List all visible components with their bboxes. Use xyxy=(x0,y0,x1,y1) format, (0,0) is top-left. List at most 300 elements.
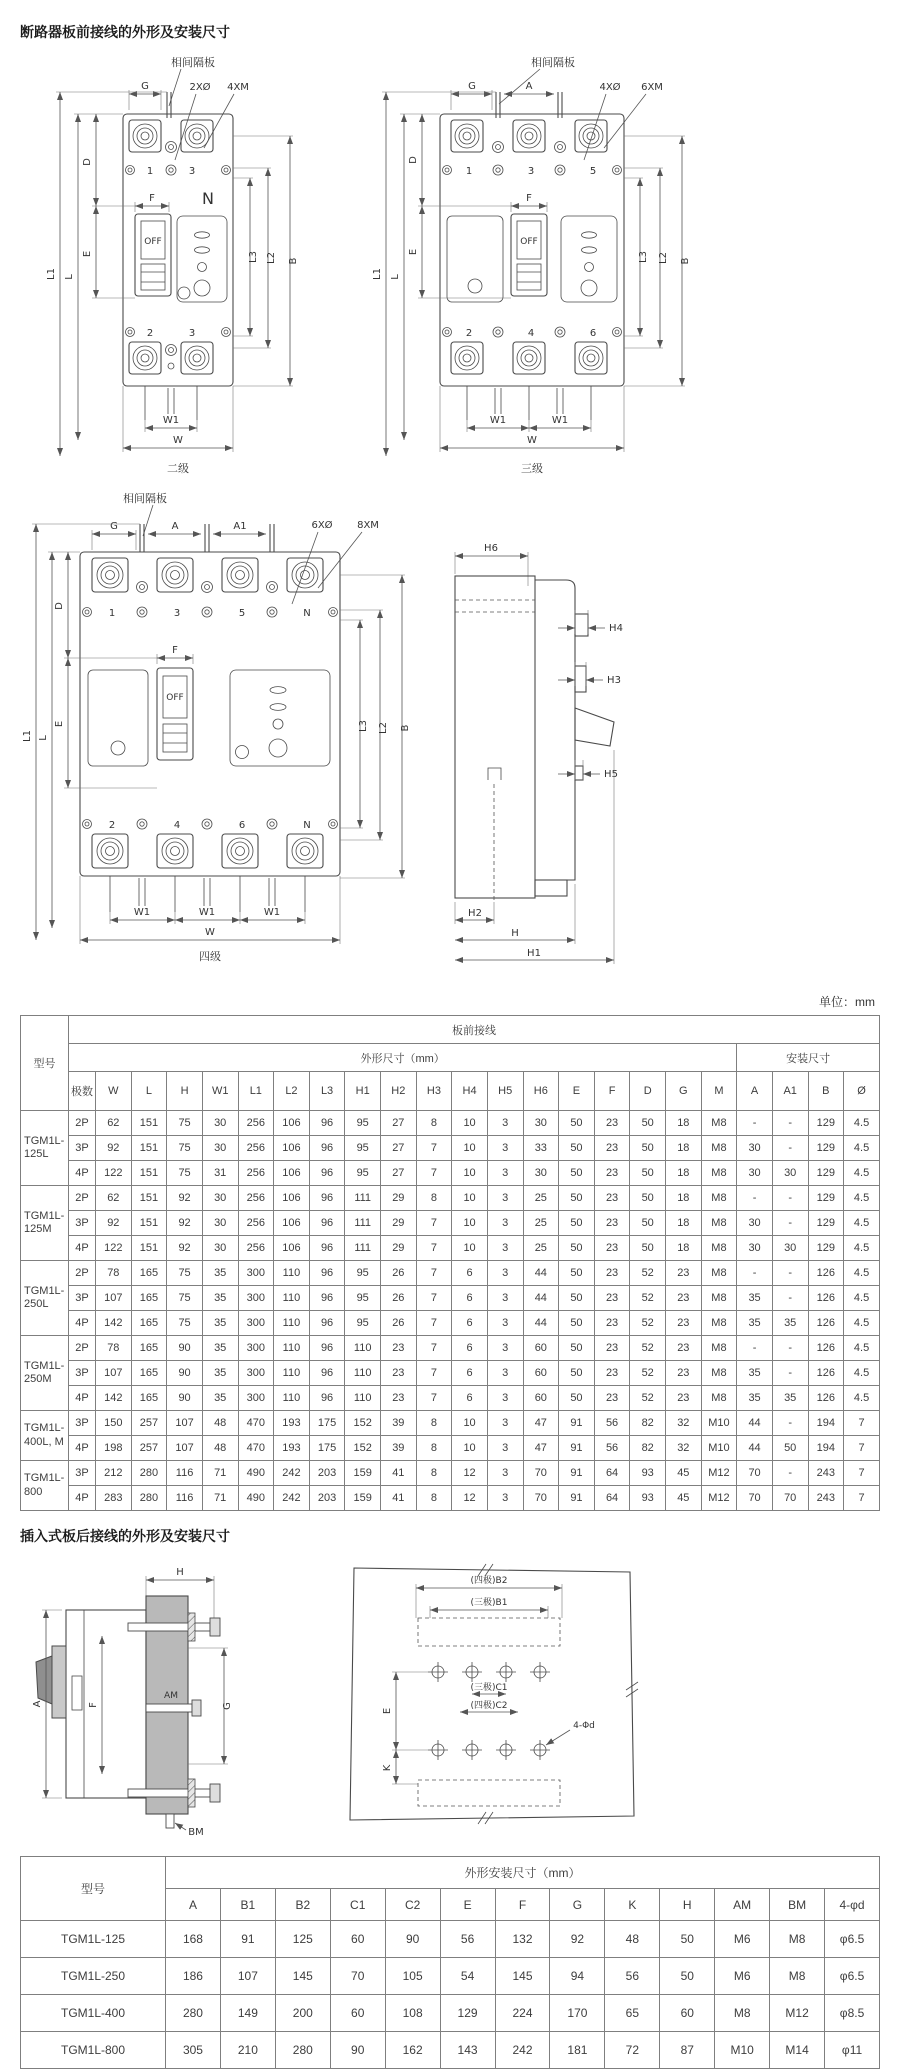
column-header: E xyxy=(440,1889,495,1921)
dim-label-b2: (四极)B2 xyxy=(470,1576,508,1586)
value-cell: 129 xyxy=(808,1111,844,1136)
value-cell: 193 xyxy=(274,1436,310,1461)
value-cell: 30 xyxy=(737,1136,773,1161)
value-cell: 64 xyxy=(594,1461,630,1486)
pole-count-cell: 3P xyxy=(69,1211,96,1236)
table-row xyxy=(21,1336,880,1361)
value-cell: 110 xyxy=(274,1286,310,1311)
value-cell: 198 xyxy=(96,1436,132,1461)
value-cell: 8 xyxy=(416,1461,452,1486)
value-cell: 106 xyxy=(274,1236,310,1261)
value-cell: 7 xyxy=(844,1486,880,1511)
terminal-label: 1 xyxy=(146,166,154,177)
value-cell: 149 xyxy=(220,1995,275,2032)
dim-label-b1: (三极)B1 xyxy=(470,1598,508,1608)
value-cell: 52 xyxy=(630,1361,666,1386)
value-cell: 126 xyxy=(808,1311,844,1336)
table-row xyxy=(21,1361,880,1386)
value-cell: 92 xyxy=(167,1211,203,1236)
value-cell: 107 xyxy=(96,1286,132,1311)
value-cell: 23 xyxy=(594,1286,630,1311)
value-cell: 4.5 xyxy=(844,1286,880,1311)
dim-label-h2: H2 xyxy=(468,908,482,919)
value-cell: 23 xyxy=(594,1111,630,1136)
value-cell: 70 xyxy=(737,1461,773,1486)
value-cell: 23 xyxy=(594,1211,630,1236)
value-cell: 110 xyxy=(345,1336,381,1361)
value-cell: 75 xyxy=(167,1111,203,1136)
value-cell: 50 xyxy=(630,1136,666,1161)
value-cell: 165 xyxy=(131,1361,167,1386)
value-cell: 110 xyxy=(274,1311,310,1336)
model-cell: TGM1L-400 xyxy=(21,1995,166,2032)
mounting-holes-row2 xyxy=(428,1740,550,1760)
dim-label-h: H xyxy=(176,1567,184,1578)
partition-label: 相间隔板 xyxy=(171,56,215,69)
column-header: B1 xyxy=(220,1889,275,1921)
pole-count-cell: 4P xyxy=(69,1236,96,1261)
value-cell: 30 xyxy=(202,1186,238,1211)
value-cell: - xyxy=(737,1261,773,1286)
value-cell: 175 xyxy=(309,1411,345,1436)
value-cell: 23 xyxy=(594,1236,630,1261)
value-cell: M8 xyxy=(701,1261,737,1286)
dim-label-l2: L2 xyxy=(658,252,669,264)
value-cell: 111 xyxy=(345,1186,381,1211)
value-cell: 4.5 xyxy=(844,1111,880,1136)
value-cell: 107 xyxy=(96,1361,132,1386)
pole-count-cell: 2P xyxy=(69,1336,96,1361)
value-cell: 256 xyxy=(238,1161,274,1186)
value-cell: 92 xyxy=(96,1211,132,1236)
value-cell: 3 xyxy=(487,1261,523,1286)
value-cell: 91 xyxy=(559,1486,595,1511)
table-row xyxy=(21,1186,880,1211)
section2-title: 插入式板后接线的外形及安装尺寸 xyxy=(20,1528,230,1544)
value-cell: 108 xyxy=(385,1995,440,2032)
value-cell: 280 xyxy=(166,1995,221,2032)
value-cell: 23 xyxy=(594,1261,630,1286)
value-cell: 470 xyxy=(238,1436,274,1461)
value-cell: 3 xyxy=(487,1386,523,1411)
value-cell: 3 xyxy=(487,1236,523,1261)
value-cell: 3 xyxy=(487,1136,523,1161)
value-cell: 10 xyxy=(452,1436,488,1461)
value-cell: 305 xyxy=(166,2032,221,2069)
pole-count-cell: 4P xyxy=(69,1386,96,1411)
table-row xyxy=(21,1995,880,2032)
value-cell: 300 xyxy=(238,1261,274,1286)
value-cell: 175 xyxy=(309,1436,345,1461)
dim-label-h6: H6 xyxy=(484,543,498,554)
value-cell: 50 xyxy=(660,1921,715,1958)
value-cell: 10 xyxy=(452,1186,488,1211)
dim-label-a: A xyxy=(525,81,533,92)
value-cell: 256 xyxy=(238,1236,274,1261)
value-cell: M8 xyxy=(701,1111,737,1136)
value-cell: 10 xyxy=(452,1111,488,1136)
column-header: H xyxy=(660,1889,715,1921)
value-cell: 145 xyxy=(495,1958,550,1995)
value-cell: 95 xyxy=(345,1136,381,1161)
column-header: H5 xyxy=(487,1072,523,1111)
value-cell: 23 xyxy=(594,1386,630,1411)
pole-count-cell: 4P xyxy=(69,1311,96,1336)
value-cell: 242 xyxy=(274,1486,310,1511)
value-cell: 256 xyxy=(238,1211,274,1236)
dim-label-w: W xyxy=(205,927,215,938)
value-cell: 18 xyxy=(666,1211,702,1236)
column-header: M xyxy=(701,1072,737,1111)
group-header: 板前接线 xyxy=(69,1016,880,1044)
value-cell: 10 xyxy=(452,1411,488,1436)
value-cell: 48 xyxy=(202,1411,238,1436)
hole-callout: 2XØ xyxy=(189,82,211,93)
value-cell: 75 xyxy=(167,1311,203,1336)
column-header: A xyxy=(737,1072,773,1111)
model-cell: TGM1L-125M xyxy=(21,1186,69,1261)
value-cell: 126 xyxy=(808,1286,844,1311)
value-cell: M12 xyxy=(770,1995,825,2032)
dim-label-c2: (四极)C2 xyxy=(470,1701,508,1711)
value-cell: 300 xyxy=(238,1336,274,1361)
dim-label-w: W xyxy=(527,435,537,446)
value-cell: 35 xyxy=(202,1386,238,1411)
value-cell: M12 xyxy=(701,1461,737,1486)
dim-label-c1: (三极)C1 xyxy=(470,1683,508,1693)
column-header: E xyxy=(559,1072,595,1111)
value-cell: 129 xyxy=(808,1161,844,1186)
value-cell: 212 xyxy=(96,1461,132,1486)
value-cell: 27 xyxy=(381,1161,417,1186)
dim-label-w1: W1 xyxy=(162,415,180,426)
model-cell: TGM1L-400L, M xyxy=(21,1411,69,1461)
drawing-2pole-front-view xyxy=(38,52,328,482)
value-cell: 87 xyxy=(660,2032,715,2069)
drawing-panel-cutout-view xyxy=(320,1554,660,1839)
value-cell: 257 xyxy=(131,1436,167,1461)
dim-label-e: E xyxy=(382,1707,393,1715)
dim-label-a1: A1 xyxy=(233,521,247,532)
value-cell: 3 xyxy=(487,1186,523,1211)
value-cell: 90 xyxy=(167,1361,203,1386)
value-cell: 186 xyxy=(166,1958,221,1995)
value-cell: 70 xyxy=(330,1958,385,1995)
value-cell: 151 xyxy=(131,1211,167,1236)
dim-label-a: A xyxy=(171,521,179,532)
value-cell: 96 xyxy=(309,1311,345,1336)
value-cell: 35 xyxy=(202,1311,238,1336)
value-cell: 96 xyxy=(309,1111,345,1136)
value-cell: 96 xyxy=(309,1236,345,1261)
value-cell: M8 xyxy=(715,1995,770,2032)
value-cell: - xyxy=(737,1336,773,1361)
value-cell: - xyxy=(737,1186,773,1211)
value-cell: 193 xyxy=(274,1411,310,1436)
value-cell: 52 xyxy=(630,1311,666,1336)
screw-callout: 8XM xyxy=(357,520,379,531)
drawing-side-view xyxy=(400,528,670,968)
value-cell: 26 xyxy=(381,1261,417,1286)
table-row xyxy=(21,1236,880,1261)
value-cell: 52 xyxy=(630,1336,666,1361)
column-header: D xyxy=(630,1072,666,1111)
value-cell: 72 xyxy=(605,2032,660,2069)
value-cell: 95 xyxy=(345,1161,381,1186)
value-cell: 132 xyxy=(495,1921,550,1958)
dim-label-h5: H5 xyxy=(604,769,618,780)
value-cell: - xyxy=(772,1261,808,1286)
value-cell: 30 xyxy=(737,1161,773,1186)
value-cell: 4.5 xyxy=(844,1336,880,1361)
value-cell: 33 xyxy=(523,1136,559,1161)
value-cell: 90 xyxy=(167,1336,203,1361)
value-cell: 30 xyxy=(772,1161,808,1186)
value-cell: 126 xyxy=(808,1336,844,1361)
value-cell: 3 xyxy=(487,1336,523,1361)
value-cell: M6 xyxy=(715,1921,770,1958)
value-cell: 4.5 xyxy=(844,1236,880,1261)
column-header: A1 xyxy=(772,1072,808,1111)
value-cell: 91 xyxy=(559,1411,595,1436)
model-cell: TGM1L-125 xyxy=(21,1921,166,1958)
value-cell: 165 xyxy=(131,1311,167,1336)
drawing-3pole-front-view xyxy=(368,52,718,482)
value-cell: 56 xyxy=(605,1958,660,1995)
value-cell: 7 xyxy=(416,1236,452,1261)
value-cell: 35 xyxy=(202,1286,238,1311)
value-cell: 48 xyxy=(605,1921,660,1958)
terminal-label: 4 xyxy=(527,328,535,339)
value-cell: 6 xyxy=(452,1386,488,1411)
dim-label-a: A xyxy=(32,1700,43,1708)
value-cell: 4.5 xyxy=(844,1186,880,1211)
value-cell: 4.5 xyxy=(844,1161,880,1186)
value-cell: 3 xyxy=(487,1161,523,1186)
value-cell: 60 xyxy=(330,1995,385,2032)
pole-count-cell: 2P xyxy=(69,1261,96,1286)
value-cell: 35 xyxy=(737,1386,773,1411)
column-header: AM xyxy=(715,1889,770,1921)
value-cell: 125 xyxy=(275,1921,330,1958)
value-cell: 490 xyxy=(238,1486,274,1511)
model-cell: TGM1L-800 xyxy=(21,1461,69,1511)
value-cell: 111 xyxy=(345,1236,381,1261)
value-cell: 90 xyxy=(330,2032,385,2069)
value-cell: 116 xyxy=(167,1461,203,1486)
value-cell: 52 xyxy=(630,1386,666,1411)
value-cell: 75 xyxy=(167,1136,203,1161)
dim-label-k: K xyxy=(382,1764,393,1772)
value-cell: 62 xyxy=(96,1186,132,1211)
value-cell: 50 xyxy=(630,1236,666,1261)
value-cell: 82 xyxy=(630,1436,666,1461)
value-cell: 3 xyxy=(487,1461,523,1486)
value-cell: - xyxy=(772,1461,808,1486)
dim-label-l1: L1 xyxy=(372,268,383,280)
value-cell: 95 xyxy=(345,1311,381,1336)
value-cell: 44 xyxy=(523,1311,559,1336)
value-cell: 7 xyxy=(844,1436,880,1461)
value-cell: 10 xyxy=(452,1136,488,1161)
value-cell: M8 xyxy=(701,1386,737,1411)
model-cell: TGM1L-250 xyxy=(21,1958,166,1995)
value-cell: 168 xyxy=(166,1921,221,1958)
terminal-label: N xyxy=(303,820,311,831)
value-cell: M8 xyxy=(701,1336,737,1361)
value-cell: M8 xyxy=(770,1958,825,1995)
value-cell: φ8.5 xyxy=(825,1995,880,2032)
value-cell: 200 xyxy=(275,1995,330,2032)
value-cell: 210 xyxy=(220,2032,275,2069)
value-cell: 7 xyxy=(416,1286,452,1311)
off-label: OFF xyxy=(166,693,184,703)
value-cell: 110 xyxy=(274,1336,310,1361)
column-header: L2 xyxy=(274,1072,310,1111)
value-cell: 48 xyxy=(202,1436,238,1461)
dim-label-d: D xyxy=(82,158,93,166)
value-cell: 50 xyxy=(559,1236,595,1261)
pole-count-label: 二级 xyxy=(167,462,189,475)
value-cell: 242 xyxy=(274,1461,310,1486)
value-cell: 96 xyxy=(309,1161,345,1186)
value-cell: 23 xyxy=(666,1386,702,1411)
value-cell: 64 xyxy=(594,1486,630,1511)
column-header: 极数 xyxy=(69,1072,96,1111)
terminal-label: N xyxy=(303,608,311,619)
value-cell: 107 xyxy=(167,1436,203,1461)
dim-label-l3: L3 xyxy=(638,251,649,263)
column-header: A xyxy=(166,1889,221,1921)
value-cell: M12 xyxy=(701,1486,737,1511)
value-cell: 3 xyxy=(487,1411,523,1436)
value-cell: 126 xyxy=(808,1261,844,1286)
value-cell: 300 xyxy=(238,1311,274,1336)
value-cell: 6 xyxy=(452,1286,488,1311)
value-cell: 23 xyxy=(381,1361,417,1386)
column-header: H4 xyxy=(452,1072,488,1111)
value-cell: 257 xyxy=(131,1411,167,1436)
value-cell: 181 xyxy=(550,2032,605,2069)
value-cell: 106 xyxy=(274,1211,310,1236)
value-cell: 18 xyxy=(666,1136,702,1161)
plugin-mounting-dimension-table xyxy=(20,1856,880,2069)
model-cell: TGM1L-250M xyxy=(21,1336,69,1411)
dim-label-h: H xyxy=(511,928,519,939)
value-cell: 71 xyxy=(202,1461,238,1486)
value-cell: 23 xyxy=(594,1361,630,1386)
value-cell: 50 xyxy=(559,1386,595,1411)
value-cell: 7 xyxy=(416,1136,452,1161)
value-cell: 26 xyxy=(381,1311,417,1336)
value-cell: 151 xyxy=(131,1161,167,1186)
column-header: G xyxy=(666,1072,702,1111)
value-cell: 23 xyxy=(594,1311,630,1336)
value-cell: 78 xyxy=(96,1261,132,1286)
value-cell: 280 xyxy=(131,1486,167,1511)
value-cell: 29 xyxy=(381,1211,417,1236)
value-cell: 93 xyxy=(630,1486,666,1511)
value-cell: 30 xyxy=(202,1111,238,1136)
terminal-label: 4 xyxy=(173,820,181,831)
value-cell: 62 xyxy=(96,1111,132,1136)
value-cell: 143 xyxy=(440,2032,495,2069)
dim-label-l: L xyxy=(390,274,401,280)
value-cell: 129 xyxy=(808,1211,844,1236)
value-cell: 50 xyxy=(772,1436,808,1461)
value-cell: 7 xyxy=(416,1211,452,1236)
value-cell: M8 xyxy=(701,1361,737,1386)
value-cell: 129 xyxy=(440,1995,495,2032)
value-cell: 50 xyxy=(630,1211,666,1236)
value-cell: 75 xyxy=(167,1261,203,1286)
value-cell: 280 xyxy=(275,2032,330,2069)
table-row xyxy=(21,1921,880,1958)
value-cell: 243 xyxy=(808,1486,844,1511)
model-cell: TGM1L-250L xyxy=(21,1261,69,1336)
value-cell: 23 xyxy=(381,1386,417,1411)
value-cell: 106 xyxy=(274,1111,310,1136)
value-cell: - xyxy=(772,1111,808,1136)
value-cell: 25 xyxy=(523,1211,559,1236)
value-cell: 65 xyxy=(605,1995,660,2032)
value-cell: 50 xyxy=(660,1958,715,1995)
value-cell: 243 xyxy=(808,1461,844,1486)
value-cell: 300 xyxy=(238,1286,274,1311)
value-cell: 50 xyxy=(559,1286,595,1311)
value-cell: 159 xyxy=(345,1461,381,1486)
value-cell: 30 xyxy=(523,1111,559,1136)
model-column-header: 型号 xyxy=(21,1857,166,1921)
pole-count-cell: 4P xyxy=(69,1161,96,1186)
value-cell: 150 xyxy=(96,1411,132,1436)
value-cell: 4.5 xyxy=(844,1311,880,1336)
value-cell: 7 xyxy=(844,1461,880,1486)
value-cell: 18 xyxy=(666,1111,702,1136)
dim-label-b: B xyxy=(680,257,691,265)
value-cell: 91 xyxy=(559,1461,595,1486)
value-cell: 4.5 xyxy=(844,1211,880,1236)
value-cell: 170 xyxy=(550,1995,605,2032)
pole-count-cell: 3P xyxy=(69,1286,96,1311)
value-cell: 96 xyxy=(309,1286,345,1311)
group-header: 外形安装尺寸（mm） xyxy=(166,1857,880,1889)
value-cell: 18 xyxy=(666,1236,702,1261)
hole-callout: 6XØ xyxy=(311,520,333,531)
value-cell: 6 xyxy=(452,1361,488,1386)
column-letters-row xyxy=(21,1072,880,1111)
value-cell: 52 xyxy=(630,1286,666,1311)
value-cell: 122 xyxy=(96,1236,132,1261)
value-cell: M8 xyxy=(770,1921,825,1958)
column-header: L3 xyxy=(309,1072,345,1111)
value-cell: 30 xyxy=(202,1236,238,1261)
value-cell: 25 xyxy=(523,1236,559,1261)
terminal-label: 2 xyxy=(108,820,116,831)
screw-callout: 4XM xyxy=(227,82,249,93)
terminal-label: 2 xyxy=(146,328,154,339)
value-cell: - xyxy=(772,1361,808,1386)
dim-label-f: F xyxy=(526,193,532,204)
column-header: BM xyxy=(770,1889,825,1921)
value-cell: 50 xyxy=(559,1211,595,1236)
model-cell: TGM1L-125L xyxy=(21,1111,69,1186)
pole-count-cell: 4P xyxy=(69,1436,96,1461)
value-cell: 56 xyxy=(440,1921,495,1958)
terminal-label: 6 xyxy=(589,328,597,339)
value-cell: 165 xyxy=(131,1261,167,1286)
value-cell: 92 xyxy=(550,1921,605,1958)
